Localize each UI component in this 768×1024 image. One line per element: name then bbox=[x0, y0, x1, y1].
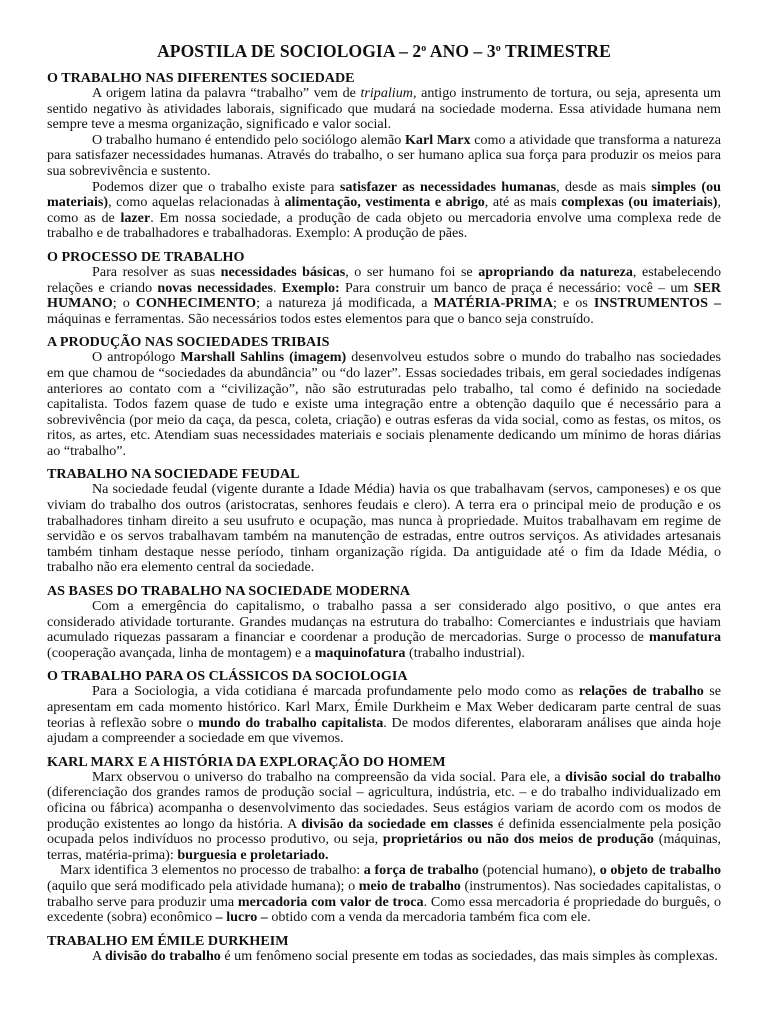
bold-text: maquinofatura bbox=[314, 644, 406, 661]
text-run: é um fenômeno social presente em todas as sociedades, das mais simples às complexas. bbox=[220, 947, 718, 964]
paragraph bbox=[47, 863, 721, 925]
text-run: obtido com a venda da mercadoria também fica com ele. bbox=[267, 909, 591, 926]
text-run: O antropólogo bbox=[92, 349, 181, 366]
section-trabalho-diferentes-sociedades bbox=[47, 70, 721, 242]
section-classicos-sociologia bbox=[47, 668, 721, 746]
text-run: (cooperação avançada, linha de montagem) e a bbox=[47, 644, 315, 661]
paragraph bbox=[47, 684, 721, 746]
bold-text: proprietários ou não dos meios de produção bbox=[382, 831, 654, 848]
text-run: (aquilo que será modificado pela atividade humana); o bbox=[47, 877, 359, 894]
bold-text: burguesia e proletariado. bbox=[177, 846, 329, 863]
paragraph bbox=[47, 265, 721, 327]
paragraph bbox=[47, 599, 721, 661]
text-run: . De modos diferentes, elaboraram análises que ainda hoje ajudam a compreender a sociedade em que vivemos. bbox=[47, 714, 721, 747]
text-run: (potencial humano), bbox=[478, 862, 600, 879]
section-heading: O PROCESSO DE TRABALHO bbox=[47, 248, 245, 265]
document-page bbox=[47, 38, 721, 971]
bold-text: Exemplo: bbox=[281, 279, 340, 296]
text-run: Para a Sociologia, a vida cotidiana é marcada profundamente pelo modo como as bbox=[92, 683, 579, 700]
text-run: (trabalho industrial). bbox=[405, 644, 525, 661]
section-sociedade-feudal bbox=[47, 466, 721, 576]
text-run: Com a emergência do capitalismo, o trabalho passa a ser considerado algo positivo, o que antes era considerado atividade torturante. Grandes mudanças na estrutura do trabalho: Comerciantes e industriais que haviam acumulado riquezas passaram a financiar e coordenar a produção de mercadorias. Surge o processo de bbox=[47, 598, 721, 646]
section-heading: O TRABALHO PARA OS CLÁSSICOS DA SOCIOLOGIA bbox=[47, 668, 408, 685]
bold-text: Marshall Sahlins (imagem) bbox=[180, 349, 347, 366]
text-run: , como as de bbox=[47, 194, 721, 226]
text-run: (instrumentos). Nas sociedades capitalistas, o trabalho serve para produzir uma bbox=[47, 877, 722, 910]
text-run: ; o bbox=[112, 295, 136, 312]
text-run: (máquinas, terras, matéria-prima): bbox=[47, 831, 721, 863]
text-run: , o ser humano foi se bbox=[345, 263, 479, 280]
bold-text: relações de trabalho bbox=[578, 683, 704, 700]
text-run: se apresentam em cada momento histórico. Karl Marx, Émile Durkheim e Max Weber dedicaram parte central de suas teorias à reflexão sobre o bbox=[47, 683, 721, 731]
bold-text: manufatura bbox=[648, 629, 721, 646]
text-run: Marx identifica 3 elementos no processo de trabalho: bbox=[60, 862, 364, 879]
text-run: A bbox=[92, 947, 105, 964]
text-run: . bbox=[273, 279, 282, 296]
section-emile-durkheim bbox=[47, 933, 721, 965]
paragraph bbox=[47, 133, 721, 180]
text-run: O trabalho humano é entendido pelo sociólogo alemão bbox=[92, 131, 405, 148]
text-run: máquinas e ferramentas. São necessários todos estes elementos para que o banco seja construído. bbox=[47, 310, 594, 327]
bold-text: SER HUMANO bbox=[47, 279, 722, 312]
bold-text: INSTRUMENTOS – bbox=[593, 295, 721, 312]
bold-text: simples (ou materiais) bbox=[47, 178, 721, 211]
text-run: ; e os bbox=[553, 295, 594, 312]
text-run: A origem latina da palavra “trabalho” vem de bbox=[92, 85, 361, 101]
bold-text: novas necessidades bbox=[157, 279, 274, 296]
section-producao-sociedades-tribais bbox=[47, 334, 721, 459]
section-heading: AS BASES DO TRABALHO NA SOCIEDADE MODERNA bbox=[47, 583, 411, 600]
section-karl-marx bbox=[47, 754, 721, 926]
text-run: desenvolveu estudos sobre o mundo do trabalho nas sociedades em que chamou de “sociedades da abundância” ou “do lazer”. Essas sociedades tribais, em geral sociedades indígenas anteriores ao contato com a “civilização”, não são estruturadas pelo trabalho, tal como é definido na sociedade capitalista. Todos fazem quase de tudo e existe uma integração entre a obtenção daquilo que é necessário para a sobrevivência (por meio da caça, da pesca, coleta, criação) e outras esferas da vida social, como as festas, os mitos, os ritos, as artes, etc. Atendiam suas necessidades materiais e sociais plenamente dedicando um mínimo de horas diárias ao “trabalho”. bbox=[47, 349, 721, 459]
bold-text: complexas (ou imateriais) bbox=[561, 194, 718, 211]
paragraph bbox=[47, 180, 721, 242]
italic-text: tripalium bbox=[360, 85, 413, 101]
bold-text: divisão social do trabalho bbox=[565, 768, 721, 785]
paragraph bbox=[47, 482, 721, 576]
title-text-part: TRIMESTRE bbox=[500, 41, 611, 61]
bold-text: – lucro – bbox=[215, 909, 268, 926]
title-text-part: ANO – 3 bbox=[426, 41, 496, 61]
text-run: é definida essencialmente pela posição ocupada pelos indivíduos no processo produtivo, ou seja, bbox=[47, 815, 722, 848]
bold-text: divisão da sociedade em classes bbox=[301, 815, 494, 832]
bold-text: Karl Marx bbox=[404, 131, 471, 148]
title-text-part: APOSTILA DE SOCIOLOGIA – 2 bbox=[157, 41, 422, 61]
bold-text: o objeto de trabalho bbox=[599, 862, 721, 879]
paragraph bbox=[47, 350, 721, 459]
section-heading: TRABALHO NA SOCIEDADE FEUDAL bbox=[47, 466, 300, 483]
text-run: (diferenciação dos grandes ramos de produção social – agricultura, indústria, etc. – e do trabalho individualizado em oficina ou fábrica) acompanha o desenvolvimento das sociedades. Seus estágios variam de acordo com os modos de produção existentes ao longo da história. A bbox=[47, 784, 721, 832]
bold-text: a força de trabalho bbox=[363, 862, 479, 879]
bold-text: alimentação, vestimenta e abrigo bbox=[284, 194, 485, 211]
section-heading: A PRODUÇÃO NAS SOCIEDADES TRIBAIS bbox=[47, 334, 330, 351]
text-run: Podemos dizer que o trabalho existe para bbox=[92, 178, 340, 195]
paragraph bbox=[47, 770, 721, 864]
bold-text: apropriando da natureza bbox=[478, 263, 633, 280]
section-sociedade-moderna bbox=[47, 583, 721, 661]
title-ordinal: o bbox=[495, 43, 501, 54]
text-run: , como aquelas relacionadas à bbox=[108, 194, 285, 211]
paragraph bbox=[47, 86, 721, 133]
text-run: como a atividade que transforma a natureza para satisfazer necessidades humanas. Através do trabalho, o ser humano aplica sua força para produzir os meios para sua sobrevivência e sustento. bbox=[47, 131, 722, 179]
section-processo-de-trabalho bbox=[47, 249, 721, 327]
text-run: , estabelecendo relações e criando bbox=[47, 263, 721, 296]
text-run: Para resolver as suas bbox=[92, 263, 221, 280]
bold-text: necessidades básicas bbox=[220, 263, 346, 280]
bold-text: mundo do trabalho capitalista bbox=[198, 714, 384, 731]
text-run: Na sociedade feudal (vigente durante a Idade Média) havia os que trabalhavam (servos, camponeses) e os que viviam do trabalho dos outros (aristocratas, senhores feudais e clero). A terra era o principal meio de produção e os trabalhadores tinham direito a seu usufruto e ocupação, mas nunca à propriedade. Muitos trabalhavam em regime de servidão e os servos trabalhavam também na manutenção de estradas, entre outros serviços. As atividades artesanais também tinham destaque nesse período, tinham organização rígida. Da antiguidade até o fim da Idade Média, o trabalho não era elemento central da sociedade. bbox=[47, 481, 721, 576]
bold-text: MATÉRIA-PRIMA bbox=[433, 295, 554, 312]
text-run: . Em nossa sociedade, a produção de cada objeto ou mercadoria envolve uma complexa rede de trabalho e de trabalhadores e trabalhadoras. Exemplo: A produção de pães. bbox=[47, 209, 721, 242]
text-run: , desde as mais bbox=[556, 178, 652, 195]
paragraph bbox=[47, 949, 721, 965]
section-heading: TRABALHO EM ÉMILE DURKHEIM bbox=[47, 932, 289, 949]
text-run: ; a natureza já modificada, a bbox=[256, 295, 434, 312]
text-run: , antigo instrumento de tortura, ou seja, apresenta um sentido negativo às atividades laborais, significado que mudará na sociedade moderna. Essa atividade humana nem sempre teve a mesma organização, significado e valor social. bbox=[47, 85, 721, 133]
bold-text: divisão do trabalho bbox=[104, 947, 221, 964]
bold-text: lazer bbox=[120, 209, 151, 226]
section-heading: KARL MARX E A HISTÓRIA DA EXPLORAÇÃO DO HOMEM bbox=[47, 753, 446, 770]
text-run: . Como essa mercadoria é propriedade do burguês, o excedente (sobra) econômico bbox=[47, 893, 721, 926]
title-ordinal: o bbox=[421, 43, 427, 54]
bold-text: satisfazer as necessidades humanas bbox=[339, 178, 557, 195]
bold-text: meio de trabalho bbox=[358, 877, 461, 894]
section-heading: O TRABALHO NAS DIFERENTES SOCIEDADE bbox=[47, 70, 355, 86]
bold-text: mercadoria com valor de troca bbox=[237, 893, 424, 910]
text-run: , até as mais bbox=[484, 194, 562, 211]
text-run: Para construir um banco de praça é necessário: você – um bbox=[339, 279, 694, 296]
text-run: Marx observou o universo do trabalho na compreensão da vida social. Para ele, a bbox=[92, 768, 566, 785]
bold-text: CONHECIMENTO bbox=[135, 295, 257, 312]
document-title bbox=[47, 38, 721, 62]
